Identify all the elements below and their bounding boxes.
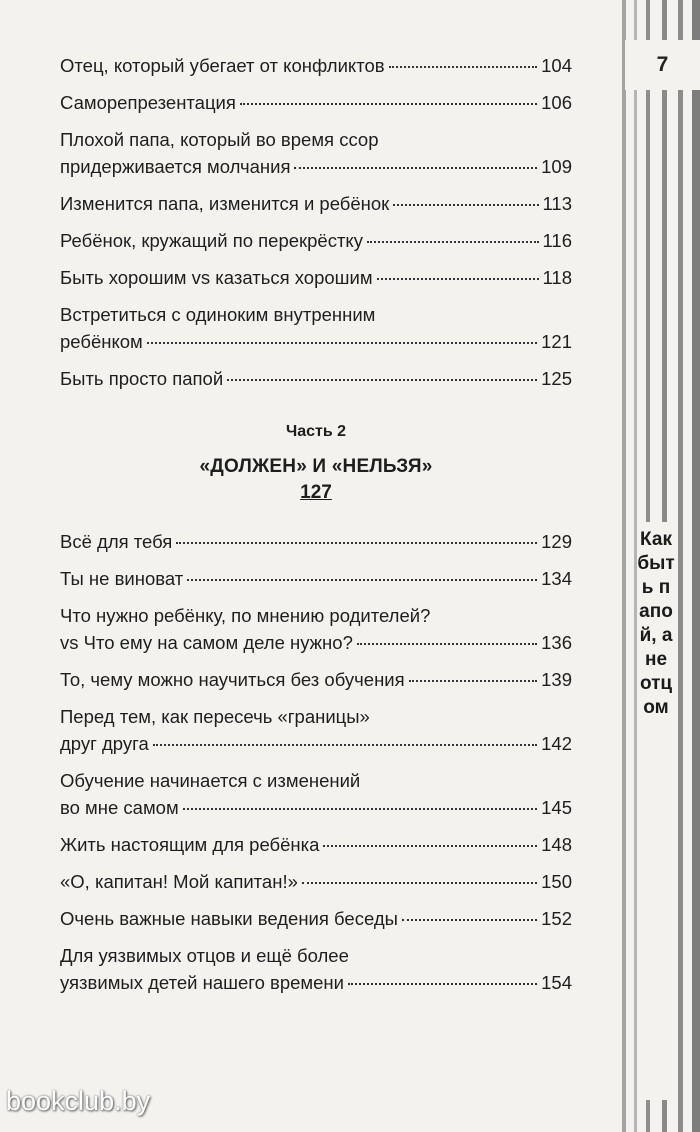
toc-entry-title: Всё для тебя [60,531,173,552]
toc-entry-line [60,942,572,969]
stripe [692,0,700,1132]
toc-entry-line [60,629,572,656]
toc-entry [60,942,572,996]
toc-entry-line [60,565,572,592]
dot-leader [227,377,537,381]
toc-page-number: 129 [541,531,572,552]
dot-leader [409,678,537,682]
toc-entry-title: То, чему можно научиться без обучения [60,669,405,690]
toc-entry-line [60,602,572,629]
toc-entry [60,602,572,656]
toc-entry [60,126,572,180]
toc-entry-title: Ребёнок, кружащий по перекрёстку [60,230,363,251]
dot-leader [153,742,537,746]
toc-entry-title: Быть просто папой [60,368,224,389]
toc-entry-title: Отец, который убегает от конфликтов [60,55,385,76]
toc-entry-title: ребёнком [60,331,143,352]
dot-leader [357,641,537,645]
dot-leader [402,917,537,921]
toc-entry-line [60,190,572,217]
toc-page-number: 106 [541,92,572,113]
toc-page-number: 121 [541,331,572,352]
part-label: Часть 2 [285,423,347,440]
part-title: «ДОЛЖЕН» И «НЕЛЬЗЯ» [199,456,433,477]
toc-page-number: 148 [541,834,572,855]
dot-leader [393,202,538,206]
toc-page-number: 118 [542,267,572,288]
toc-entry-line [60,666,572,693]
page-number-box [625,40,700,90]
dot-leader [176,540,537,544]
toc-entry [60,264,572,291]
dot-leader [294,165,537,169]
toc-entry-title: Изменится папа, изменится и ребёнок [60,193,390,214]
toc-entry-title: Что нужно ребёнку, по мнению родителей? [60,605,431,626]
dot-leader [147,340,537,344]
toc-page-number: 136 [541,632,572,653]
toc-entry [60,831,572,858]
dot-leader [389,64,538,68]
toc-entry-line [60,52,572,79]
toc-entry-title: во мне самом [60,797,179,818]
toc-page-number: 116 [542,230,572,251]
watermark: bookclub.by [6,1086,151,1116]
toc-page-number: 113 [542,193,572,214]
toc-entry-line [60,227,572,254]
dot-leader [240,101,537,105]
stripe [678,0,683,1132]
toc-entry [60,666,572,693]
running-title: Как быть папой, а не отцом [637,529,675,718]
toc-page-number: 125 [541,368,572,389]
dot-leader [302,880,537,884]
toc-entry-line [60,365,572,392]
part-heading [60,420,572,506]
toc-page-number: 104 [541,55,572,76]
dot-leader [187,577,537,581]
stripe [622,0,626,1132]
toc-entry-line [60,794,572,821]
toc-entry-title: уязвимых детей нашего времени [60,972,344,993]
toc-entry-title: Плохой папа, который во время ссор [60,129,379,150]
dot-leader [367,239,539,243]
toc-entry-line [60,89,572,116]
toc-entry [60,703,572,757]
toc-entry-title: Быть хорошим vs казаться хорошим [60,267,373,288]
toc-entry-line [60,328,572,355]
toc-entry-title: Жить настоящим для ребёнка [60,834,320,855]
running-title-box [637,522,675,1100]
toc-page-number: 139 [541,669,572,690]
table-of-contents [60,52,572,1006]
page-number: 7 [656,53,669,76]
dot-leader [348,981,537,985]
toc-entry-line [60,264,572,291]
toc-entry [60,365,572,392]
dot-leader [323,843,537,847]
toc-entry-title: Ты не виноват [60,568,184,589]
toc-entry-title: Очень важные навыки ведения беседы [60,908,398,929]
toc-entry-line [60,868,572,895]
toc-entry-line [60,905,572,932]
toc-entry-title: Перед тем, как пересечь «границы» [60,706,370,727]
toc-page-number: 152 [541,908,572,929]
toc-entry-title: Саморепрезентация [60,92,236,113]
toc-entry-line [60,767,572,794]
toc-entry-title: придерживается молчания [60,156,291,177]
toc-entry [60,528,572,555]
toc-part-2 [60,528,572,996]
toc-entry-title: Обучение начинается с изменений [60,770,361,791]
toc-entry-line [60,126,572,153]
toc-entry [60,89,572,116]
toc-entry [60,190,572,217]
toc-entry-line [60,301,572,328]
toc-part-1 [60,52,572,392]
toc-entry-line [60,703,572,730]
toc-page-number: 109 [541,156,572,177]
toc-entry [60,227,572,254]
toc-page-number: 154 [541,972,572,993]
toc-entry-line [60,969,572,996]
toc-entry-title: vs Что ему на самом деле нужно? [60,632,353,653]
toc-entry [60,868,572,895]
toc-entry-title: друг друга [60,733,149,754]
toc-entry-title: Для уязвимых отцов и ещё более [60,945,349,966]
part-page-number: 127 [300,482,332,503]
toc-entry [60,905,572,932]
toc-entry-line [60,153,572,180]
toc-entry [60,52,572,79]
dot-leader [377,276,539,280]
toc-entry [60,767,572,821]
toc-entry [60,301,572,355]
toc-entry [60,565,572,592]
toc-entry-title: Встретиться с одиноким внутренним [60,304,376,325]
dot-leader [183,806,537,810]
toc-entry-line [60,528,572,555]
toc-entry-line [60,831,572,858]
toc-page-number: 142 [541,733,572,754]
toc-page-number: 134 [541,568,572,589]
toc-page-number: 145 [541,797,572,818]
toc-entry-line [60,730,572,757]
toc-page-number: 150 [541,871,572,892]
toc-entry-title: «О, капитан! Мой капитан!» [60,871,298,892]
